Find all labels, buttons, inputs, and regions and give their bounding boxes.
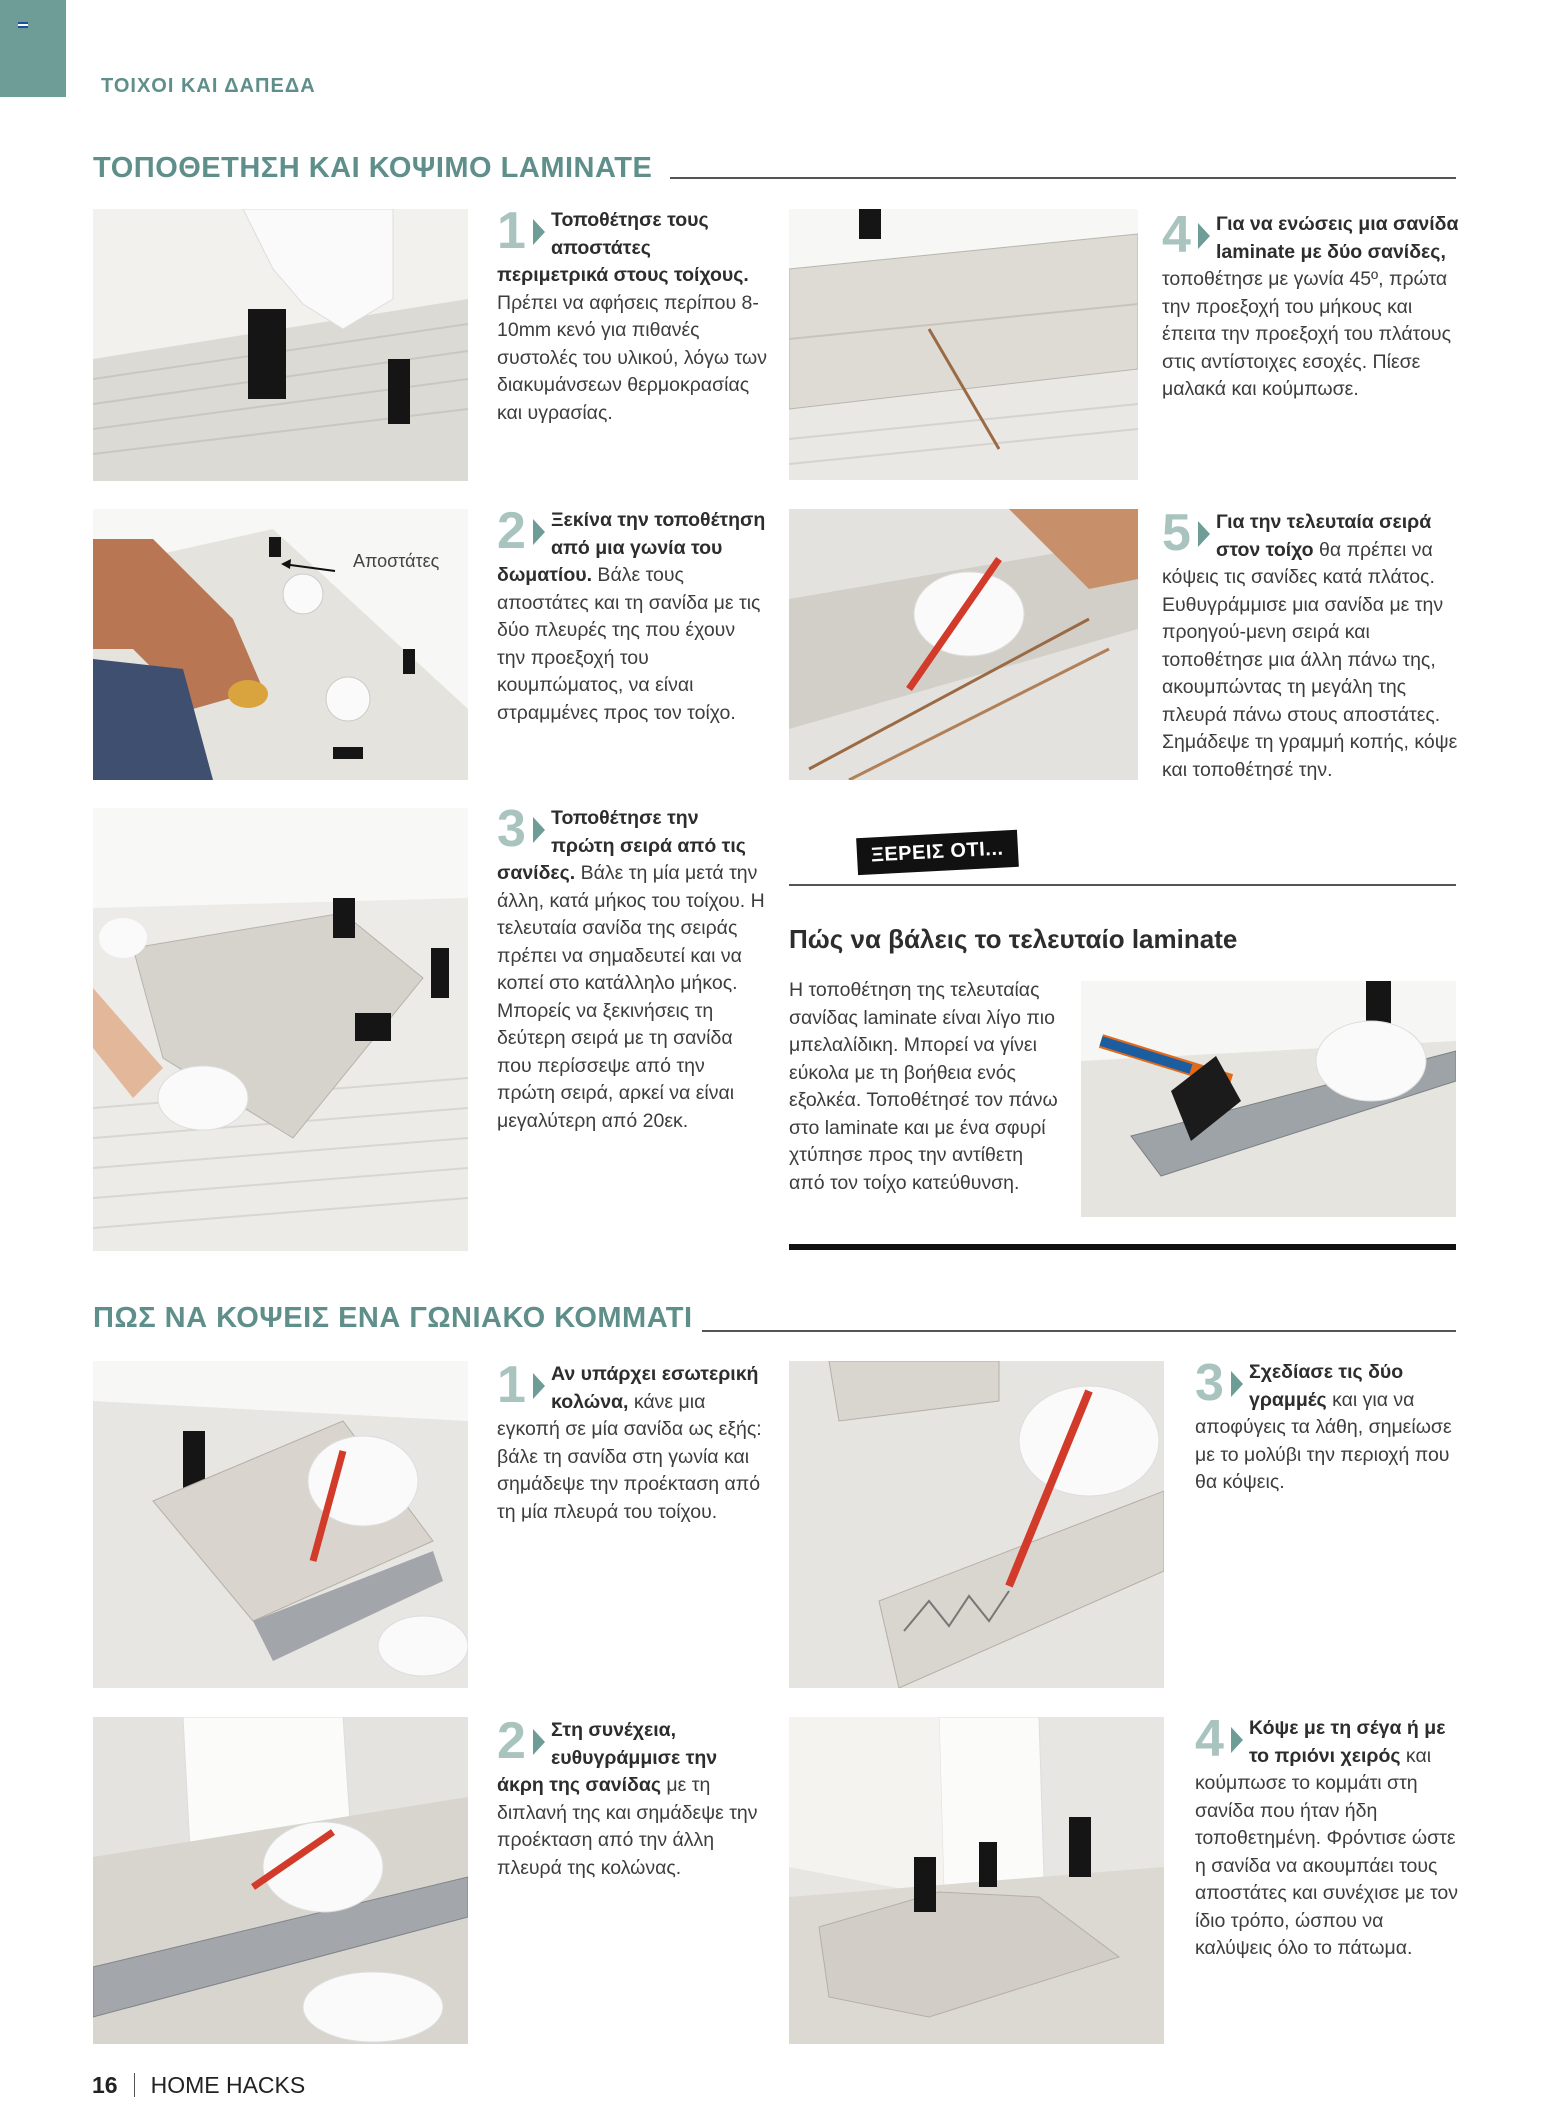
- step2-3: 3 Σχεδίασε τις δύο γραμμές και για να αποφύγεις τα λάθη, σημείωσε με το μολύβι την περιοχή που θα κόψεις.: [1195, 1354, 1452, 1493]
- did-you-know-badge: ΞΕΡΕΙΣ ΟΤΙ...: [856, 830, 1018, 875]
- photo-corner-step1: [93, 1361, 468, 1688]
- photo-corner-step3: [789, 1361, 1164, 1688]
- photo-step3-first-row: [93, 808, 468, 1251]
- section-tag: ΤΟΙΧΟΙ ΚΑΙ ΔΑΠΕΔΑ: [101, 75, 316, 97]
- step2-2: 2 Στη συνέχεια, ευθυγράμμισε την άκρη της σανίδας με τη διπλανή της και σημάδεψε την προέκταση από την άλλη πλευρά της κολώνας.: [497, 1712, 758, 1879]
- step-number: 1: [497, 1361, 547, 1413]
- arrow-icon: [533, 1373, 545, 1399]
- photo-step1-spacers: [93, 209, 468, 481]
- flag-icon: [18, 22, 28, 28]
- step-number: 2: [497, 507, 547, 559]
- section1-title: ΤΟΠΟΘΕΤΗΣΗ ΚΑΙ ΚΟΨΙΜΟ LAMINATE: [93, 152, 653, 184]
- page-number: 16: [92, 2072, 118, 2098]
- photo-step4-joining: [789, 209, 1138, 480]
- step-number: 5: [1162, 509, 1212, 561]
- section1-rule: [670, 177, 1456, 179]
- step-number: 3: [497, 805, 547, 857]
- step1-4: 4 Για να ενώσεις μια σανίδα laminate με δύο σανίδες, τοποθέτησε με γωνία 45º, πρώτα την προεξοχή του μήκους και έπειτα την προεξοχή του πλάτους στις αντίστοιχες εσοχές. Πίεσε μαλακά και κούμπωσε.: [1162, 206, 1459, 400]
- spacers-label: Αποστάτες: [353, 551, 440, 571]
- callout-text: Η τοποθέτηση της τελευταίας σανίδας laminate είναι λίγο πιο μπελαλίδικη. Μπορεί να γίνει εύκολα με τη βοήθεια ενός εξολκέα. Τοποθέτησέ τον πάνω στο laminate και με ένα σφυρί χτύπησε προς την αντίθετη από τον τοίχο κατεύθυνση.: [789, 979, 1058, 1194]
- arrow-icon: [533, 219, 545, 245]
- step1-1: 1 Τοποθέτησε τους αποστάτες περιμετρικά στους τοίχους. Πρέπει να αφήσεις περίπου 8-10mm κενό για πιθανές συστολές του υλικού, λόγω των διακυμάνσεων θερμοκρασίας και υγρασίας.: [497, 202, 767, 424]
- step-number: 3: [1195, 1359, 1245, 1411]
- callout-rule: [789, 884, 1456, 886]
- arrow-icon: [1231, 1727, 1243, 1753]
- arrow-icon: [1231, 1371, 1243, 1397]
- callout-title: Πώς να βάλεις το τελευταίο laminate: [789, 924, 1238, 954]
- step-number: 1: [497, 207, 547, 259]
- photo-corner-step4: [789, 1717, 1164, 2044]
- arrow-icon: [533, 1729, 545, 1755]
- step-number: 4: [1162, 211, 1212, 263]
- page-footer: [92, 2072, 305, 2099]
- step1-2: 2 Ξεκίνα την τοποθέτηση από μια γωνία του δωματίου. Βάλε τους αποστάτες και τη σανίδα με τις δύο πλευρές της που έχουν την προεξοχή του κουμπώματος, να είναι στραμμένες προς τον τοίχο.: [497, 502, 766, 724]
- arrow-icon: [533, 817, 545, 843]
- step-number: 4: [1195, 1715, 1245, 1767]
- photo-corner-step2: [93, 1717, 468, 2044]
- step-number: 2: [497, 1717, 547, 1769]
- step1-5: 5 Για την τελευταία σειρά στον τοίχο θα πρέπει να κόψεις τις σανίδες κατά πλάτος. Ευθυγράμμισε μια σανίδα με την προηγού-μενη σειρά και τοποθέτησε μια άλλη πάνω της, ακουμπώντας τη μεγάλη της πλευρά πάνω στους αποστάτες. Σημάδεψε τη γραμμή κοπής, κόψε και τοποθέτησέ την.: [1162, 504, 1458, 781]
- callout-bottom-rule: [789, 1244, 1456, 1250]
- step2-1: 1 Αν υπάρχει εσωτερική κολώνα, κάνε μια εγκοπή σε μία σανίδα ως εξής: βάλε τη σανίδα στη γωνία και σημάδεψε την προέκταση από τη μία πλευρά του τοίχου.: [497, 1356, 762, 1523]
- arrow-icon: [1198, 521, 1210, 547]
- corner-tab: [0, 0, 66, 97]
- footer-divider: [134, 2073, 135, 2097]
- photo-step5-marking: [789, 509, 1138, 780]
- section2-rule: [702, 1330, 1456, 1332]
- arrow-icon: [533, 519, 545, 545]
- photo-step2-corner: [93, 509, 468, 780]
- step2-4: 4 Κόψε με τη σέγα ή με το πριόνι χειρός και κούμπωσε το κομμάτι στη σανίδα που ήταν ήδη τοποθετημένη. Φρόντισε ώστε η σανίδα να ακουμπάει τους αποστάτες και συνέχισε με τον ίδιο τρόπο, ώσπου να καλύψεις όλο το πάτωμα.: [1195, 1710, 1459, 1959]
- photo-pull-bar: [1081, 981, 1456, 1217]
- magazine-name: HOME HACKS: [150, 2072, 306, 2098]
- arrow-icon: [1198, 223, 1210, 249]
- section2-title: ΠΩΣ ΝΑ ΚΟΨΕΙΣ ΕΝΑ ΓΩΝΙΑΚΟ ΚΟΜΜΑΤΙ: [93, 1302, 693, 1334]
- step1-3: 3 Τοποθέτησε την πρώτη σειρά από τις σανίδες. Βάλε τη μία μετά την άλλη, κατά μήκος του τοίχου. Η τελευταία σανίδα της σειράς πρέπει να σημαδευτεί και να κοπεί στο κατάλληλο μήκος. Μπορείς να ξεκινήσεις τη δεύτερη σειρά με τη σανίδα που περίσσεψε από την πρώτη σειρά, αρκεί να είναι μεγαλύτερη από 20εκ.: [497, 800, 765, 1132]
